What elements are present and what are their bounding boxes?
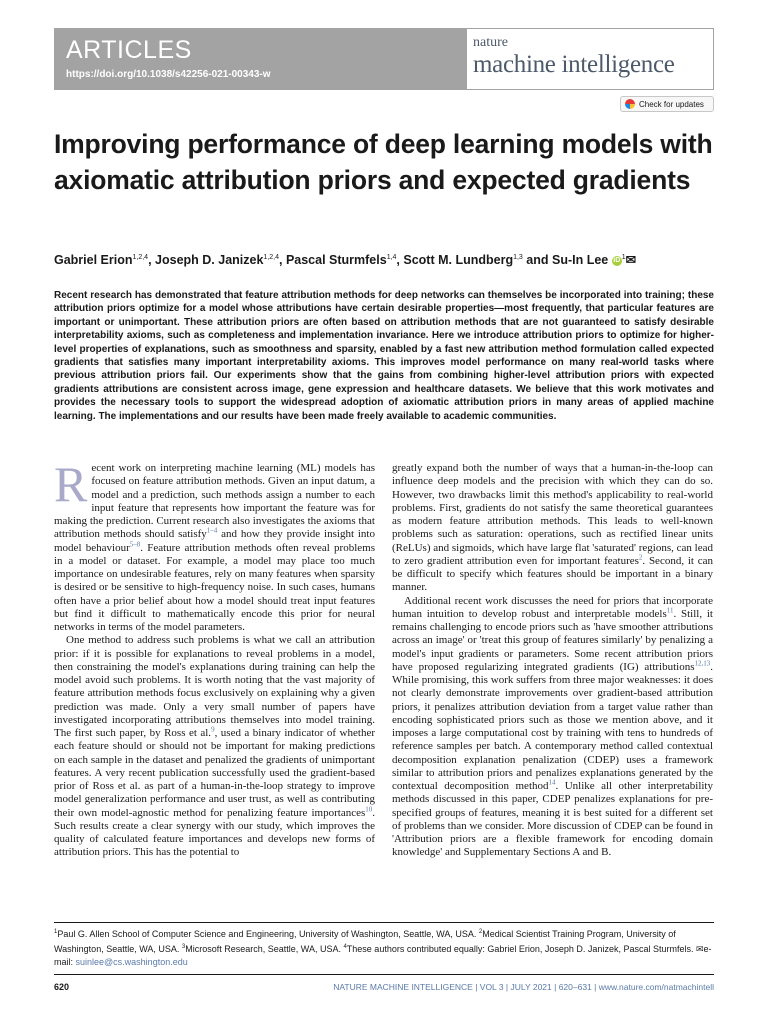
affiliation-number: 3 (181, 944, 186, 950)
doi-link[interactable]: https://doi.org/10.1038/s42256-021-00343-w (66, 69, 271, 80)
abstract: Recent research has demonstrated that feature attribution methods for deep networks can themselves be incorporated into training; these attribution priors optimize for a model whose attributions have certain desirable properties—most frequently, that particular features are important or unimportant. These attribution priors are often based on attribution methods that are not guaranteed to satisfy desirable interpretability axioms, such as completeness and implementation invariance. Here we introduce attribution priors to optimize for higher-level properties of explanations, such as smoothness and sparsity, enabled by a fast new attribution method formulation called expected gradients that satisfies many important interpretability axioms. This improves model performance on many real-world tasks where previous attribution priors fail. Our experiments show that the gains from combining higher-level attribution priors with expected gradients attributions are consistent across image, gene expression and healthcare datasets. We believe that this work motivates and provides the necessary tools to support the widespread adoption of axiomatic attribution priors in many areas of applied machine learning. The implementations and our results have been made freely available to academic communities. (54, 290, 714, 422)
citation-link[interactable]: 9 (211, 725, 215, 734)
body-paragraph (54, 634, 375, 859)
author-affiliation: 1,2,4 (132, 253, 149, 261)
citation-link[interactable]: 5–8 (129, 539, 141, 548)
text-run: , used a binary indicator of whether each feature should or should not be important for making predictions on each sample in the dataset and penalized the gradients of unimportant features. A very recent publication successfully used the gradient-based prior of Ross et al. as part of a human-in-the-loop strategy to improve model generalization performance and user trust, as well as contributing their own model-agnostic method for penalizing feature importances (54, 727, 375, 819)
journal-footer-link[interactable]: NATURE MACHINE INTELLIGENCE | VOL 3 | JULY 2021 | 620–631 | www.nature.com/natmachintell (333, 982, 714, 992)
drop-cap: R (54, 456, 88, 512)
crossmark-icon (625, 99, 635, 109)
author-name[interactable]: Scott M. Lundberg (403, 253, 514, 267)
citation-link[interactable]: 12,13 (694, 659, 711, 668)
journal-logo-line2: machine intelligence (473, 51, 675, 78)
text-run: . Feature attribution methods often reveal problems in a model or dataset. For example, a model may place too much importance on undesirable features, rely on many features when sparsity is desired or be sensitive to high-frequency noise. In such cases, humans often have a prior belief about how a model should treat input features but find it difficult to mathematically encode this prior for neural networks in terms of the model parameters. (54, 541, 375, 633)
body-column-left (54, 456, 375, 860)
orcid-icon[interactable]: iD (613, 256, 621, 264)
footer-divider (54, 974, 714, 975)
text-run: ecent work on interpreting machine learning (ML) models has focused on feature attribution methods. Given an input datum, a model and a prediction, such methods assign a number to each input feature that represents how important the feature was for making the prediction. Current research also investigates the axioms that attribution methods should satisfy (54, 462, 375, 541)
citation-link[interactable]: 1–4 (206, 526, 218, 535)
section-label: ARTICLES (66, 36, 192, 64)
text-run: greatly expand both the number of ways that a human-in-the-loop can influence deep models and the precision with which they can do so. However, two drawbacks limit this method's applicability to real-world problems. First, gradients do not satisfy the same theoretical guarantees as modern feature attribution methods. This leads to well-known problems such as saturation: operations, such as rectified linear units (ReLUs) and sigmoids, which have large flat 'saturated' regions, can lead to zero gradient attribution even for important features (392, 462, 713, 567)
affiliation-number: 2 (478, 929, 483, 935)
check-for-updates-button[interactable] (620, 96, 714, 112)
text-run: and how they provide insight into model behaviour (54, 528, 375, 554)
body-paragraph (392, 595, 713, 860)
affiliation-text: Medical Scientist Training Program, University of Washington, Seattle, WA, USA. (54, 929, 676, 954)
text-run: . Unlike all other interpretability methods discussed in this paper, CDEP penalizes explanations for pre-specified groups of features, meaning it is best suited for a different set of problems than we consider. More discussion of CDEP can be found in 'Attribution priors are a flexible framework for encoding domain knowledge' and Supplementary Sections A and B. (392, 780, 713, 859)
footnote-divider (54, 922, 714, 923)
email-label: e-mail: (54, 944, 712, 967)
journal-logo-line1: nature (473, 35, 508, 50)
article-title: Improving performance of deep learning models with axiomatic attribution priors and expected gradients (54, 129, 713, 195)
text-run: . Still, it remains challenging to encode priors such as 'have smoother attributions across an image' or 'treat this group of features similarly' by penalizing a model's input gradients or parameters. Some recent attribution priors have proposed regularizing integrated gradients (IG) attributions (392, 607, 713, 673)
author-affiliation: 1 (621, 253, 626, 261)
citation-link[interactable]: 14 (548, 778, 556, 787)
text-run: One method to address such problems is what we call an attribution prior: if it is possible for explanations to reveal problems in a model, then constraining the model's explanations during training can help the model avoid such problems. It is worth noting that the vast majority of feature attribution methods focus exclusively on explaining why a given prediction was made. Only a very small number of papers have investigated incorporating attributions themselves into model training. The first such paper, by Ross et al. (54, 634, 375, 739)
body-paragraph (54, 456, 375, 634)
body-paragraph (392, 462, 713, 595)
author-list: Gabriel Erion$^{1,2,4}$, Joseph D. Janizek$^{1,2,4}$, Pascal Sturmfels$^{1,4}$, Scott M. Lundberg$^{1,3}$ and Su-In Lee iD $^1$✉ (54, 253, 637, 267)
citation-link[interactable]: 10 (365, 804, 373, 813)
affiliation-number: 4 (343, 944, 347, 950)
author-name[interactable]: Joseph D. Janizek (155, 253, 264, 267)
journal-logo (466, 28, 714, 90)
text-run: . Second, it can be difficult to specify which features should be important in a binary manner. (392, 554, 713, 594)
page-number: 620 (54, 982, 70, 992)
email-link[interactable]: suinlee@cs.washington.edu (75, 957, 188, 967)
affiliation-text: These authors contributed equally: Gabriel Erion, Joseph D. Janizek, Pascal Sturmfels. (346, 944, 696, 954)
text-run: Additional recent work discusses the need for priors that incorporate human intuition to develop robust and interpretable models (392, 594, 713, 620)
body-column-right (392, 462, 713, 860)
citation-link[interactable]: 11 (666, 606, 674, 615)
envelope-icon: ✉ (695, 944, 704, 954)
check-for-updates-label: Check for updates (639, 99, 704, 109)
author-name[interactable]: Gabriel Erion (54, 253, 133, 267)
author-affiliation: 1,2,4 (263, 253, 279, 261)
author-name[interactable]: Pascal Sturmfels (285, 253, 387, 267)
affiliation-text: Paul G. Allen School of Computer Science and Engineering, University of Washington, Seattle, WA, USA. (57, 929, 479, 939)
text-run: . Such results create a clear synergy with our study, which improves the quality of calculated feature importances and develops new forms of attribution priors. This has the potential to (54, 806, 375, 859)
author-affiliation: 1,3 (513, 253, 523, 261)
citation-link[interactable]: 2 (638, 553, 643, 562)
text-run: . While promising, this work suffers from three major weaknesses: it does not clearly demonstrate improvements over gradient-based attribution priors, it penalizes attribution deviation from a target value rather than encoding sophisticated priors such as those we mention above, and it imposes a large computational cost by training with tens to hundreds of reference samples per batch. A contemporary method called contextual decomposition explanation penalization (CDEP) uses a framework similar to attribution priors and penalizes explanations generated by the contextual decomposition method (392, 660, 713, 792)
envelope-icon[interactable]: ✉ (625, 253, 637, 267)
affiliation-text: Microsoft Research, Seattle, WA, USA. (185, 944, 344, 954)
affiliations-footnote (54, 926, 724, 969)
author-affiliation: 1,4 (386, 253, 397, 261)
author-name[interactable]: Su-In Lee (552, 253, 609, 267)
affiliation-number: 1 (54, 929, 58, 935)
